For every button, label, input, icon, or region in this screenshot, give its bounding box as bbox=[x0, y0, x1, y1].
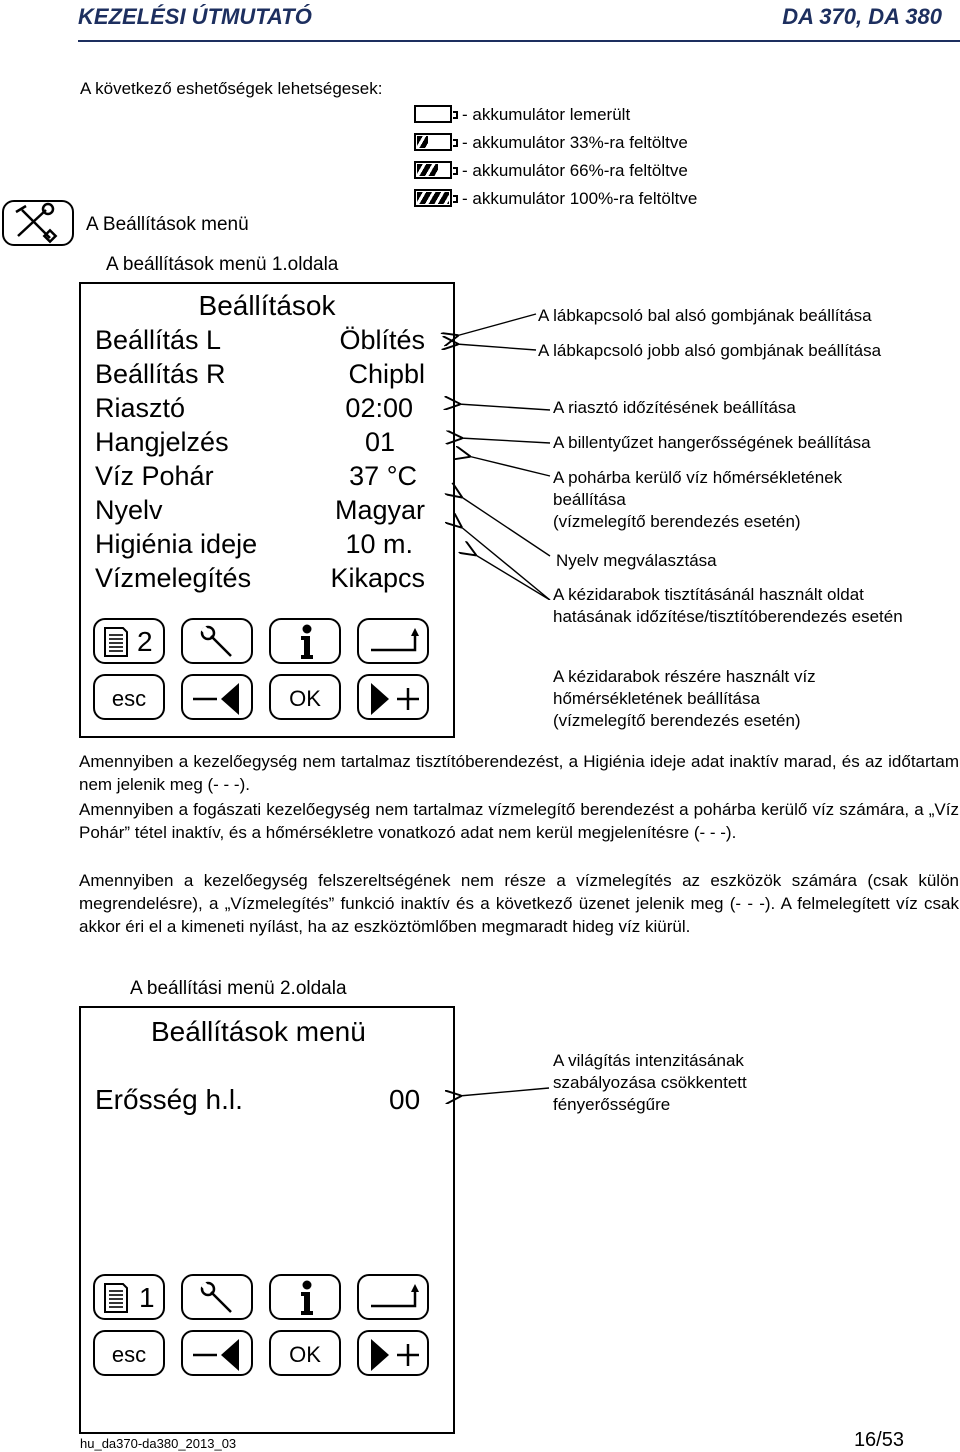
settings-menu-label: A Beállítások menü bbox=[86, 214, 249, 235]
minus-left-icon bbox=[189, 1336, 249, 1374]
info-button[interactable] bbox=[269, 1274, 341, 1320]
intro-text: A következő eshetőségek lehetségesek: bbox=[80, 79, 383, 98]
setting-label[interactable]: Erősség h.l. bbox=[95, 1084, 243, 1115]
plus-right-icon bbox=[365, 1336, 425, 1374]
annotation-hygiene: A kézidarabok tisztításánál használt oldat hatásának időzítése/tisztítóberendezés esetén bbox=[553, 585, 903, 626]
settings-tools-icon bbox=[2, 200, 74, 246]
minus-left-icon bbox=[189, 680, 249, 718]
panel-title: Beállítások bbox=[198, 290, 336, 321]
battery-state-label: - akkumulátor 66%-ra feltöltve bbox=[462, 161, 688, 180]
settings-button[interactable] bbox=[181, 618, 253, 664]
enter-button[interactable] bbox=[357, 618, 429, 664]
paragraph-water-heating: Amennyiben a kezelőegység felszereltségének nem része a vízmelegítés az eszközök számára (csak külön megrendelésre), a „Vízmelegítés” funkció inaktív és a következő üzenet jelenik meg (- - -). A felmelegített víz csak akkor éri el a kimeneti nyílást, ha az eszköztömlőben megmaradt hideg víz kiürül. bbox=[79, 871, 959, 936]
battery-tip bbox=[453, 195, 458, 203]
ok-button[interactable] bbox=[269, 1330, 341, 1376]
setting-value: Kikapcs bbox=[330, 563, 425, 593]
annotation-foot-right: A lábkapcsoló jobb alsó gombjának beállítása bbox=[538, 341, 882, 360]
annotation-alarm: A riasztó időzítésének beállítása bbox=[553, 398, 796, 417]
settings-button[interactable] bbox=[181, 1274, 253, 1320]
wrench-icon bbox=[199, 624, 237, 660]
setting-value: 02:00 bbox=[345, 393, 413, 423]
annotation-language: Nyelv megválasztása bbox=[556, 551, 717, 570]
setting-value: 01 bbox=[364, 427, 395, 457]
setting-value: 10 m. bbox=[345, 529, 413, 559]
info-icon bbox=[297, 1279, 317, 1317]
plus-right-button[interactable] bbox=[357, 1330, 429, 1376]
annotation-arrow bbox=[445, 1068, 555, 1108]
enter-icon bbox=[367, 1282, 423, 1312]
battery-tip bbox=[453, 139, 458, 147]
annotation-water-heating: A kézidarabok részére használt víz hőmérsékletének beállítása (vízmelegítő berendezés esetén) bbox=[553, 667, 816, 730]
battery-icon bbox=[414, 105, 452, 123]
header-title: KEZELÉSI ÚTMUTATÓ bbox=[78, 4, 312, 29]
battery-fill bbox=[417, 136, 428, 148]
page-number: 2 bbox=[137, 626, 153, 657]
setting-label: Hangjelzés bbox=[95, 427, 229, 457]
minus-left-button[interactable] bbox=[181, 1330, 253, 1376]
ok-label: OK bbox=[289, 1342, 321, 1367]
setting-label: Vízmelegítés bbox=[95, 563, 252, 593]
setting-value: 37 °C bbox=[349, 461, 417, 491]
annotation-foot-left: A lábkapcsoló bal alsó gombjának beállítása bbox=[538, 306, 872, 325]
battery-state-label: - akkumulátor lemerült bbox=[462, 105, 631, 124]
setting-label: Nyelv bbox=[95, 495, 163, 525]
esc-button[interactable] bbox=[93, 674, 165, 720]
setting-label: Higiénia ideje bbox=[95, 529, 258, 559]
settings-panel-page1 bbox=[79, 282, 455, 738]
battery-tip bbox=[453, 111, 458, 119]
setting-label: Víz Pohár bbox=[95, 461, 214, 491]
header-divider bbox=[78, 40, 960, 42]
annotation-cup-water: A pohárba kerülő víz hőmérsékletének beállítása (vízmelegítő berendezés esetén) bbox=[553, 468, 843, 531]
page-2-button[interactable] bbox=[93, 618, 165, 664]
battery-tip bbox=[453, 167, 458, 175]
wrench-icon bbox=[199, 1280, 237, 1316]
battery-state-label: - akkumulátor 100%-ra feltöltve bbox=[462, 189, 698, 208]
footer-page-number: 16/53 bbox=[853, 1429, 904, 1451]
esc-button[interactable] bbox=[93, 1330, 165, 1376]
footer-doc-id: hu_da370-da380_2013_03 bbox=[80, 1436, 237, 1451]
minus-left-button[interactable] bbox=[181, 674, 253, 720]
battery-icon bbox=[414, 161, 452, 179]
header-model: DA 370, DA 380 bbox=[782, 4, 942, 29]
annotation-sound: A billentyűzet hangerősségének beállítása bbox=[553, 433, 871, 452]
battery-fill bbox=[417, 192, 449, 204]
battery-icon bbox=[414, 189, 452, 207]
enter-icon bbox=[367, 626, 423, 656]
info-button[interactable] bbox=[269, 618, 341, 664]
document-icon bbox=[101, 1281, 135, 1315]
paragraph-cup-water: Amennyiben a fogászati kezelőegység nem tartalmaz vízmelegítő berendezést a pohárba kerülő víz számára, a „Víz Pohár” tétel inaktív, és a hőmérsékletre vonatkozó adat nem kerül megjelenítésre (- - -). bbox=[79, 800, 959, 842]
page-1-button[interactable] bbox=[93, 1274, 165, 1320]
battery-fill bbox=[417, 164, 438, 176]
ok-label: OK bbox=[289, 686, 321, 711]
enter-button[interactable] bbox=[357, 1274, 429, 1320]
setting-value: Öblítés bbox=[339, 325, 425, 355]
setting-value: Magyar bbox=[334, 495, 425, 525]
setting-value: Chipbl bbox=[348, 359, 425, 389]
page1-caption: A beállítások menü 1.oldala bbox=[106, 254, 339, 275]
setting-value: 00 bbox=[389, 1084, 421, 1115]
document-icon bbox=[101, 625, 135, 659]
panel-title: Beállítások menü bbox=[151, 1016, 366, 1047]
setting-label: Riasztó bbox=[95, 393, 186, 423]
battery-icon bbox=[414, 133, 452, 151]
setting-label: Beállítás R bbox=[95, 359, 226, 389]
battery-state-label: - akkumulátor 33%-ra feltöltve bbox=[462, 133, 688, 152]
annotation-light-intensity: A világítás intenzitásának szabályozása csökkentett fényerősségűre bbox=[553, 1051, 747, 1114]
esc-label: esc bbox=[111, 686, 147, 711]
plus-right-icon bbox=[365, 680, 425, 718]
settings-panel-page2 bbox=[79, 1006, 455, 1434]
esc-label: esc bbox=[111, 1342, 147, 1367]
paragraph-hygiene: Amennyiben a kezelőegység nem tartalmaz tisztítóberendezést, a Higiénia ideje adat inaktív marad, és az időtartam nem jelenik meg (- - -). bbox=[79, 752, 959, 794]
setting-label: Beállítás L bbox=[95, 325, 222, 355]
page2-caption: A beállítási menü 2.oldala bbox=[130, 978, 347, 999]
page-number: 1 bbox=[139, 1282, 155, 1313]
info-icon bbox=[297, 623, 317, 661]
plus-right-button[interactable] bbox=[357, 674, 429, 720]
ok-button[interactable] bbox=[269, 674, 341, 720]
